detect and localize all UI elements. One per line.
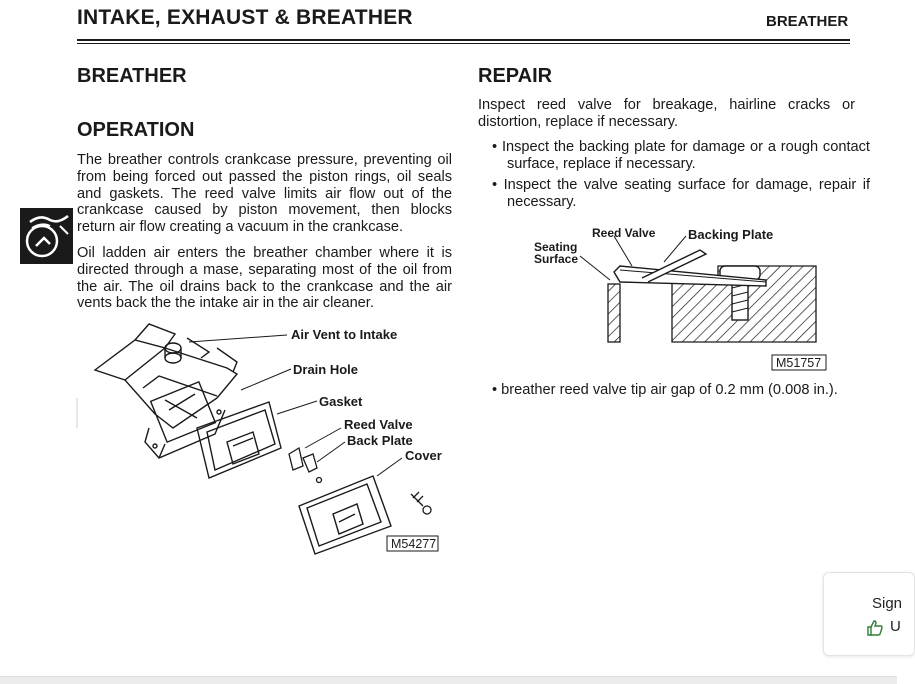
figure-id-left: M54277 — [391, 537, 437, 551]
breather-exploded-diagram — [77, 318, 457, 558]
reed-valve-section-diagram — [530, 222, 830, 374]
thumbs-up-icon[interactable] — [866, 619, 884, 637]
section-heading-repair: REPAIR — [478, 65, 553, 87]
page-title: INTAKE, EXHAUST & BREATHER — [77, 6, 413, 29]
figure-id-right: M51757 — [776, 356, 822, 370]
section-heading-operation: OPERATION — [77, 119, 195, 141]
feedback-card-text[interactable]: Sign — [872, 595, 903, 612]
repair-intro: Inspect reed valve for breakage, hairline cracks or distortion, replace if necessary. — [478, 97, 855, 130]
bottom-scroll-bar[interactable] — [0, 676, 897, 684]
hot-surface-warning-icon — [20, 208, 73, 264]
section-tag: BREATHER — [766, 13, 849, 30]
feedback-card-letter[interactable]: U — [890, 618, 901, 635]
header-rule-thin — [77, 43, 850, 44]
label-seating: Seating — [534, 240, 578, 254]
repair-bullet-2: • Inspect the valve seating surface for damage, repair if necessary. — [492, 177, 870, 210]
label-back-plate: Back Plate — [347, 433, 413, 448]
header-rule-thick — [77, 39, 850, 41]
label-reed-valve-right: Reed Valve — [592, 226, 656, 240]
label-air-vent: Air Vent to Intake — [291, 327, 398, 342]
label-drain-hole: Drain Hole — [293, 362, 359, 377]
label-gasket: Gasket — [319, 394, 363, 409]
operation-paragraph-1: The breather controls crankcase pressure, preventing oil from being forced out passed the piston rings, oil seals and gaskets. The reed valve limits air flow out of the crankcase caused by piston movement, then blocks return air flow creating a vacuum in the crankcase. — [77, 152, 452, 236]
spec-bullet: • breather reed valve tip air gap of 0.2 mm (0.008 in.). — [492, 382, 838, 398]
operation-paragraph-2: Oil ladden air enters the breather chamber where it is directed through a mase, separating most of the oil from the air. The oil drains back to the crankcase and the air vents back the the intake air in the air cleaner. — [77, 245, 452, 312]
label-cover: Cover — [405, 448, 442, 463]
label-backing-plate: Backing Plate — [688, 227, 774, 242]
section-heading-breather: BREATHER — [77, 65, 187, 87]
repair-bullet-1: • Inspect the backing plate for damage or a rough contact surface, replace if necessary. — [492, 139, 870, 172]
feedback-card[interactable] — [823, 572, 915, 656]
label-reed-valve: Reed Valve — [344, 417, 413, 432]
label-surface: Surface — [534, 252, 579, 266]
